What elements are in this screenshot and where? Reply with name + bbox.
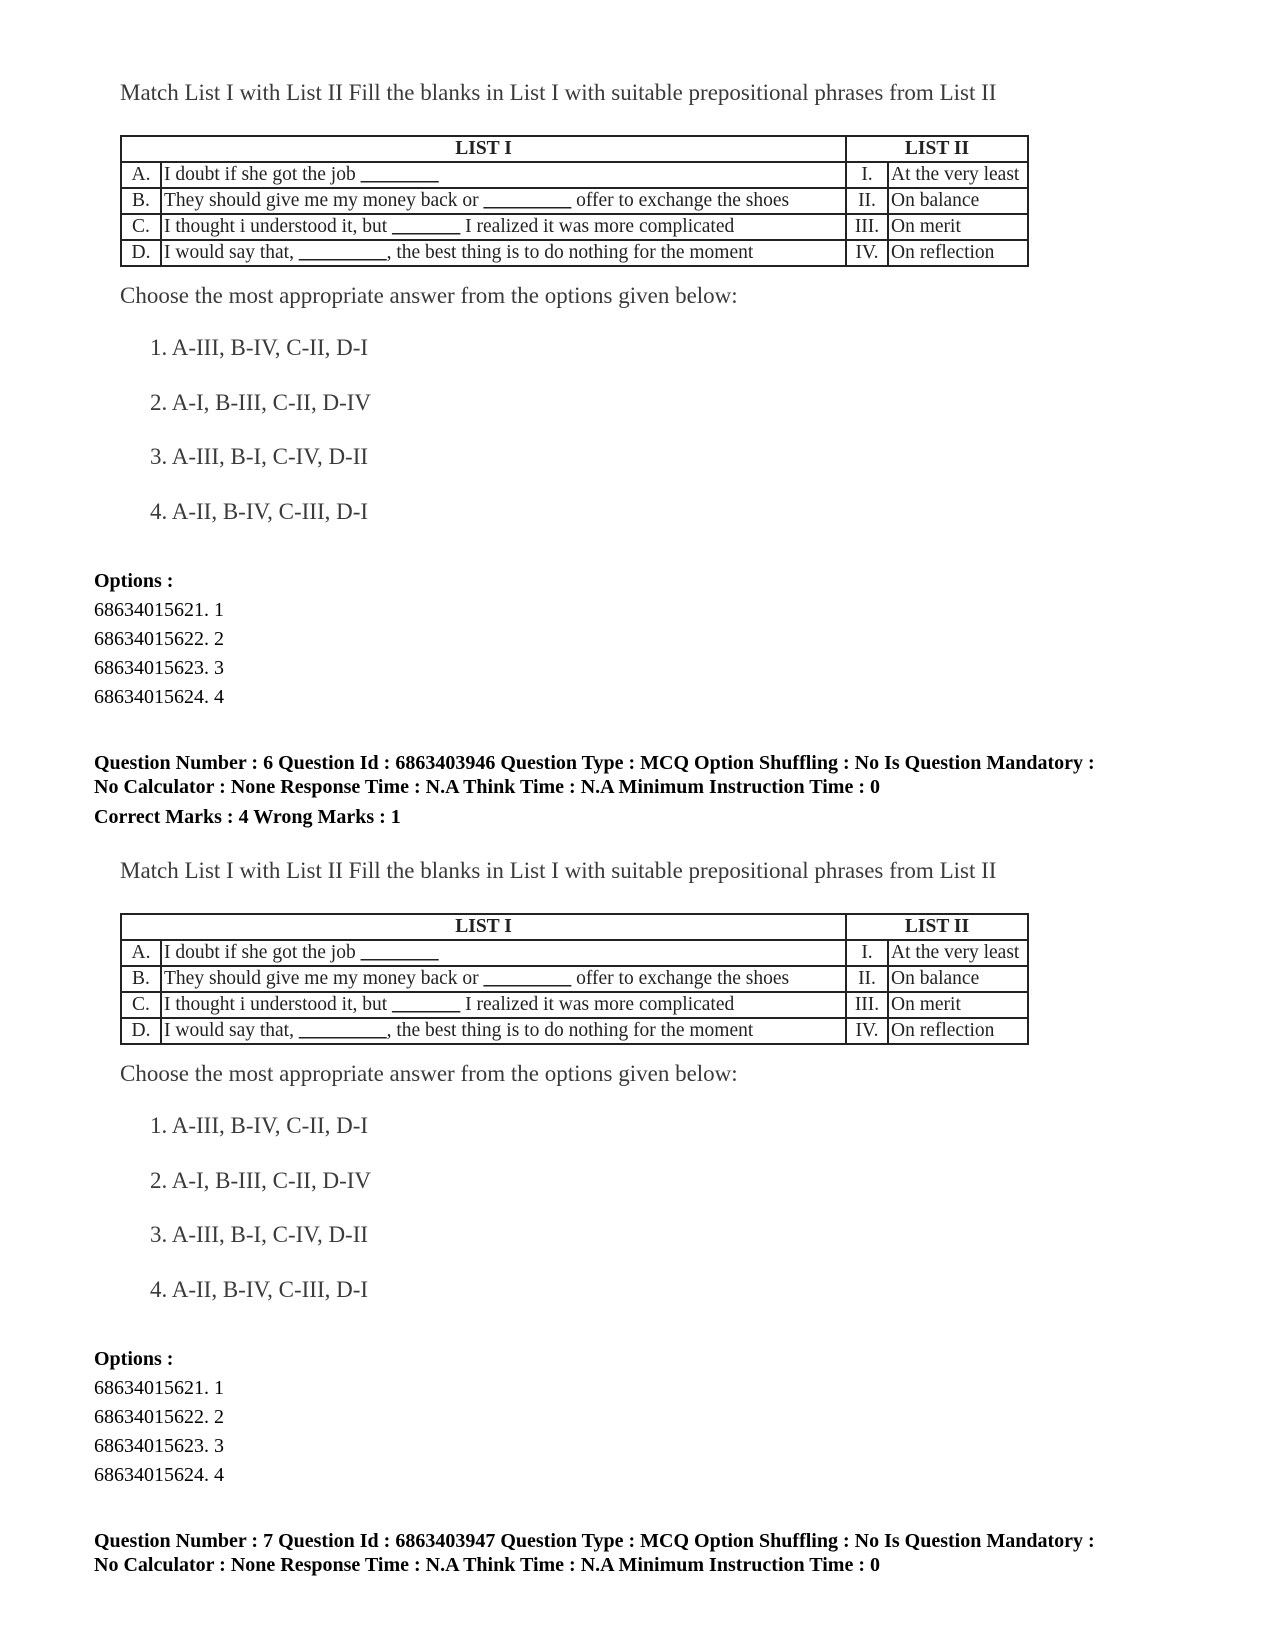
row-sentence: They should give me my money back or _________ offer to exchange the shoes: [161, 188, 846, 214]
row-label: A.: [121, 162, 161, 188]
row-label: C.: [121, 214, 161, 240]
answer-option: 2. A-I, B-III, C-II, D-IV: [150, 1168, 371, 1193]
table-row: [121, 240, 1028, 266]
row-label: B.: [121, 966, 161, 992]
row-roman: I.: [846, 162, 888, 188]
row-sentence: I thought i understood it, but _______ I realized it was more complicated: [161, 214, 846, 240]
row-roman: IV.: [846, 1018, 888, 1044]
table-row: [121, 992, 1028, 1018]
row-sentence: They should give me my money back or _________ offer to exchange the shoes: [161, 966, 846, 992]
question-meta: No Calculator : None Response Time : N.A Think Time : N.A Minimum Instruction Time : 0: [94, 776, 880, 798]
choose-text: Choose the most appropriate answer from the options given below:: [120, 283, 738, 308]
row-roman: III.: [846, 214, 888, 240]
row-sentence: I thought i understood it, but _______ I realized it was more complicated: [161, 992, 846, 1018]
answer-option: 1. A-III, B-IV, C-II, D-I: [150, 335, 369, 360]
row-phrase: On balance: [888, 966, 1028, 992]
row-roman: IV.: [846, 240, 888, 266]
row-phrase: On merit: [888, 214, 1028, 240]
options-label: Options :: [94, 570, 174, 592]
row-label: C.: [121, 992, 161, 1018]
question-text: Match List I with List II Fill the blanks in List I with suitable prepositional phrases from List II: [120, 80, 997, 105]
question-text: Match List I with List II Fill the blanks in List I with suitable prepositional phrases from List II: [120, 858, 997, 883]
list1-header: LIST I: [121, 136, 846, 162]
choose-text: Choose the most appropriate answer from the options given below:: [120, 1061, 738, 1086]
row-sentence: I doubt if she got the job ________: [161, 162, 846, 188]
answer-option: 3. A-III, B-I, C-IV, D-II: [150, 444, 369, 469]
row-sentence: I doubt if she got the job ________: [161, 940, 846, 966]
row-roman: II.: [846, 966, 888, 992]
option-id: 68634015623. 3: [94, 1435, 224, 1457]
row-phrase: On balance: [888, 188, 1028, 214]
option-id: 68634015624. 4: [94, 1464, 224, 1486]
answer-option: 3. A-III, B-I, C-IV, D-II: [150, 1222, 369, 1247]
row-phrase: On reflection: [888, 240, 1028, 266]
answer-option: 4. A-II, B-IV, C-III, D-I: [150, 1277, 369, 1302]
option-id: 68634015622. 2: [94, 1406, 224, 1428]
row-sentence: I would say that, _________, the best thing is to do nothing for the moment: [161, 240, 846, 266]
answer-option: 4. A-II, B-IV, C-III, D-I: [150, 499, 369, 524]
answer-option: 1. A-III, B-IV, C-II, D-I: [150, 1113, 369, 1138]
option-id: 68634015621. 1: [94, 599, 224, 621]
table-header-row: [121, 136, 1028, 162]
question-meta: No Calculator : None Response Time : N.A Think Time : N.A Minimum Instruction Time : 0: [94, 1554, 880, 1576]
question-meta: Question Number : 7 Question Id : 6863403947 Question Type : MCQ Option Shuffling : No Is Question Mandatory :: [94, 1530, 1095, 1552]
option-id: 68634015621. 1: [94, 1377, 224, 1399]
options-label: Options :: [94, 1348, 174, 1370]
answer-option: 2. A-I, B-III, C-II, D-IV: [150, 390, 371, 415]
list2-header: LIST II: [846, 136, 1028, 162]
row-sentence: I would say that, _________, the best thing is to do nothing for the moment: [161, 1018, 846, 1044]
row-label: D.: [121, 240, 161, 266]
row-phrase: At the very least: [888, 940, 1028, 966]
row-roman: II.: [846, 188, 888, 214]
list1-header: LIST I: [121, 914, 846, 940]
row-roman: I.: [846, 940, 888, 966]
match-table: [120, 135, 1029, 267]
row-phrase: On merit: [888, 992, 1028, 1018]
table-row: [121, 940, 1028, 966]
question-marks: Correct Marks : 4 Wrong Marks : 1: [94, 806, 401, 828]
list2-header: LIST II: [846, 914, 1028, 940]
table-row: [121, 188, 1028, 214]
question-meta: Question Number : 6 Question Id : 6863403946 Question Type : MCQ Option Shuffling : No Is Question Mandatory :: [94, 752, 1095, 774]
row-label: D.: [121, 1018, 161, 1044]
option-id: 68634015624. 4: [94, 686, 224, 708]
row-label: B.: [121, 188, 161, 214]
row-phrase: At the very least: [888, 162, 1028, 188]
table-row: [121, 1018, 1028, 1044]
match-table: [120, 913, 1029, 1045]
table-header-row: [121, 914, 1028, 940]
table-row: [121, 214, 1028, 240]
row-phrase: On reflection: [888, 1018, 1028, 1044]
row-roman: III.: [846, 992, 888, 1018]
table-row: [121, 966, 1028, 992]
table-row: [121, 162, 1028, 188]
option-id: 68634015622. 2: [94, 628, 224, 650]
row-label: A.: [121, 940, 161, 966]
option-id: 68634015623. 3: [94, 657, 224, 679]
